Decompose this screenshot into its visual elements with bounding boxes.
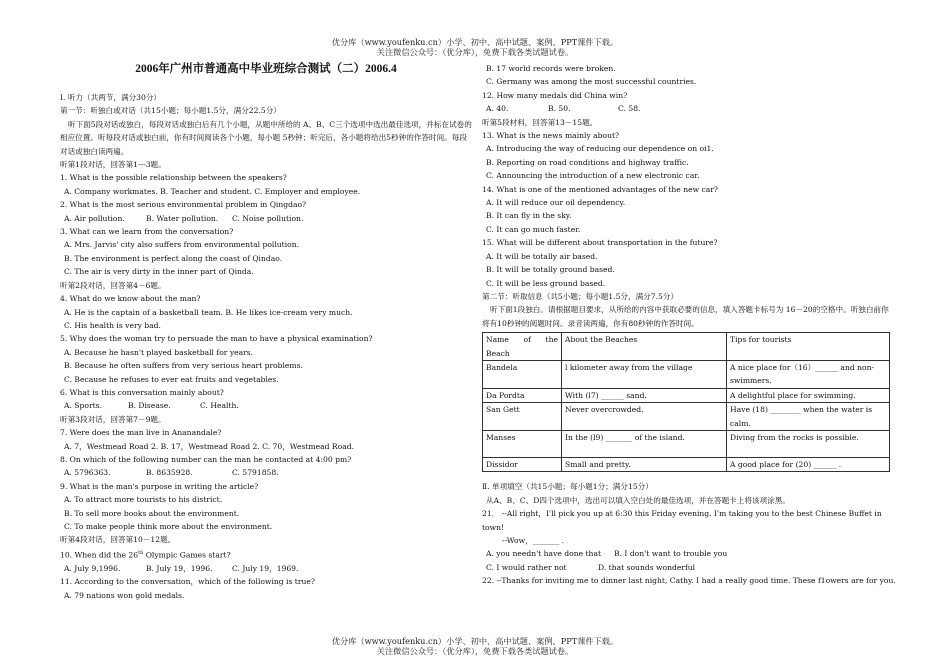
option-b: B. July 19，1996.	[146, 563, 213, 573]
question-14: 14. What is one of the mentioned advantages of the new car?	[482, 184, 718, 194]
section-1-heading: I. 听力（共两节，满分30分）	[60, 93, 162, 102]
question-4-option-c: C. His health is very bad.	[64, 320, 161, 330]
question-15-option-a: A. It will be totally air based.	[486, 251, 598, 261]
table-header-cell: Tips for tourists	[727, 333, 890, 361]
table-row	[483, 360, 890, 388]
part-2-heading: 第二节：听取信息（共5小题；每小题1.5分，满分7.5分）	[482, 291, 679, 301]
table-row	[483, 403, 890, 431]
table-cell: With (l7) ______ sand.	[562, 388, 727, 402]
question-2: 2. What is the most serious environmental problem in Qingdao?	[60, 200, 307, 210]
question-22: 22. --Thanks for inviting me to dinner last night, Cathy. I had a really good time. These f1owers are for you.	[482, 576, 896, 586]
table-cell: Diving from the rocks is possible.	[727, 430, 890, 457]
option-c: C. Noise pollution.	[232, 213, 304, 223]
section-2-instructions: 从A、B、C、D四个选项中，选出可以填入空白处的最佳选项，并在答题卡上将该项涂黑。	[486, 495, 790, 505]
question-14-option-b: B. It can fly in the sky.	[486, 211, 572, 221]
part-1-instructions: 听下面5段对话或独白，每段对话或独白后有几个小题，从题中所给的 A、B、C三个选项中选出最佳选项，并标在试卷的相应位置。听每段对话或独白前，你有时间阅读各个小题，每小题 5秒钟；听完后，各小题将给出5秒钟的作答时间。每段对话或独白读两遍。	[60, 119, 472, 156]
table-cell: Small and pretty.	[562, 457, 727, 471]
question-13-option-b: B. Reporting on road conditions and highway traffic.	[486, 157, 689, 167]
table-cell: In the (l9) _______ of the island.	[562, 430, 727, 457]
question-3: 3. What can we learn from the conversation?	[60, 227, 234, 237]
question-21: 21． --All right，I'll pick you up at 6:30 this Friday evening. I'm taking you to the best Chinese Buffet in town!	[482, 509, 882, 532]
option-a: A. 5796363.	[64, 468, 111, 478]
option-a: A. 40.	[486, 104, 509, 114]
question-10-options	[60, 562, 472, 575]
question-3-option-b: B. The environment is perfect along the coast of Qindao.	[64, 253, 283, 263]
question-5-option-a: A. Because he hasn't played basketball for years.	[64, 347, 254, 357]
table-cell: Manses	[483, 430, 562, 457]
question-3-option-c: C. The air is very dirty in the inner part of Qinda.	[64, 267, 254, 277]
part-2-instructions: 听下面1段独白。请根据题目要求，从所给的内容中获取必要的信息，填入答题卡标号为 16－20的空格中。听独白前你将有10秒钟的阅题时间。录音读两遍，你有80秒钟的作答时间。	[482, 305, 889, 328]
question-2-options	[60, 212, 472, 225]
option-c: C. 58.	[618, 104, 641, 114]
option-a: A. July 9,1996.	[64, 563, 121, 573]
exam-title: 2006年广州市普通高中毕业班综合测试（二）2006.4	[135, 63, 397, 75]
question-9-option-c: C. To make people think more about the environment.	[64, 522, 273, 531]
question-10-post: Olympic Games start?	[143, 550, 231, 560]
section-2-heading: Ⅱ. 单项填空（共15小题；每小题1分；满分15分）	[482, 482, 653, 492]
table-cell: Never overcrowded.	[562, 403, 727, 431]
question-5: 5. Why does the woman try to persuade the man to have a physical examination?	[60, 334, 373, 344]
option-b: B. 50.	[548, 104, 571, 114]
option-a: A. Air pollution.	[64, 213, 125, 223]
question-14-option-c: C. It can go much faster.	[486, 224, 581, 234]
question-9: 9. What is the man's purpose in writing the article?	[60, 481, 259, 491]
question-1-options: A. Company workmates. B. Teacher and student. C. Employer and employee.	[64, 186, 361, 196]
table-header-cell: Name of the Beach	[483, 333, 562, 361]
question-13: 13. What is the news mainly about?	[482, 131, 620, 141]
question-11-option-c: C. Germany was among the most successful countries.	[486, 77, 697, 87]
table-cell: Dissidor	[483, 457, 562, 471]
beach-info-table	[482, 332, 890, 472]
question-14-option-a: A. It will reduce our oil dependency.	[486, 198, 626, 208]
question-13-option-a: A. Introducing the way of reducing our dependence on oi1.	[486, 144, 714, 154]
header-line-1: 优分库（www.youfenku.cn）小学、初中、高中试题、案例、PPT课件下载。	[331, 37, 619, 47]
table-cell: Bandela	[483, 360, 562, 388]
segment-4-note: 听第4段对话，回答第10－12题。	[60, 535, 176, 545]
question-21-options-cd	[482, 561, 892, 574]
table-cell: Have (18) ________ when the water is calm.	[727, 403, 890, 431]
page-footer	[0, 636, 950, 656]
option-c: C. Health.	[200, 401, 239, 411]
question-13-option-c: C. Announcing the introduction of a new electronic car.	[486, 171, 700, 181]
question-10-sup: th	[138, 549, 144, 556]
segment-2-note: 听第2段对话，回答第4－6题。	[60, 280, 166, 290]
table-header-row	[483, 333, 890, 361]
option-b: B. Water pollution.	[146, 213, 219, 223]
question-10-pre: 10. When did the 26	[60, 550, 139, 560]
question-4: 4. What do we know about the man?	[60, 294, 201, 304]
question-9-option-b: B. To sell more books about the environment.	[64, 508, 240, 518]
table-cell: A good place for (20) ______ .	[727, 457, 890, 471]
option-c: C. July 19，1969.	[232, 563, 299, 573]
header-line-2: 关注微信公众号：（优分库），免费下载各类试题试卷。	[376, 47, 574, 57]
question-6: 6. What is this conversation mainly about?	[60, 387, 224, 397]
question-8: 8. On which of the following number can the man he contacted at 4:00 pm?	[60, 454, 352, 464]
table-cell: A delightful place for swimming.	[727, 388, 890, 402]
footer-line-1: 优分库（www.youfenku.cn）小学、初中、高中试题、案例、PPT课件下载。	[331, 636, 619, 646]
table-header-cell: About the Beaches	[562, 333, 727, 361]
question-9-option-a: A. To attract more tourists to his district.	[64, 495, 223, 505]
segment-1-note: 听第1段对话，回答第1---3题。	[60, 160, 166, 170]
question-3-option-a: A. Mrs. Jarvis' city also suffers from environmental pollution.	[64, 240, 300, 250]
option-c: C. I would rather not	[486, 562, 567, 572]
footer-line-2: 关注微信公众号：（优分库），免费下载各类试题试卷。	[376, 646, 574, 656]
option-d: D. that sounds wonderful	[598, 562, 696, 572]
option-a: A. Sports.	[64, 401, 102, 411]
left-column	[60, 60, 472, 602]
question-15-option-c: C. It will be less ground based.	[486, 278, 606, 288]
question-7-options: A. 7，Westmead Road 2. B. 17，Westmead Road 2. C. 70，Westmead Road.	[64, 441, 354, 451]
question-12: 12. How many medals did China win?	[482, 90, 628, 100]
question-11-option-a: A. 79 nations won gold medals.	[64, 590, 185, 600]
option-b: B. I don't want to trouble you	[614, 549, 728, 559]
option-b: B. 8635928.	[146, 468, 193, 478]
table-row	[483, 430, 890, 457]
question-7: 7. Were does the man live in Ananandale?	[60, 428, 222, 438]
table-cell: Da Pordta	[483, 388, 562, 402]
question-11: 11. According to the conversation，which of the following is true?	[60, 577, 315, 587]
table-row	[483, 388, 890, 402]
part-1-heading: 第一节：听独白或对话（共15小题；每小题1.5分，满分22.5分）	[60, 106, 281, 116]
table-row	[483, 457, 890, 471]
table-cell: A nice place for（16）______ and non-swimmers.	[727, 360, 890, 388]
right-column	[482, 62, 896, 588]
question-10	[60, 547, 472, 562]
table-cell: l kilometer away from the village	[562, 360, 727, 388]
question-5-option-c: C. Because he refuses to ever eat fruits and vegetables.	[64, 374, 279, 384]
segment-3-note: 听第3段对话，回答第7－9题。	[60, 414, 166, 424]
option-a: A. you needn't have done that	[486, 549, 602, 559]
question-15: 15. What will be different about transportation in the future?	[482, 238, 718, 248]
page-header	[0, 37, 950, 57]
option-c: C. 5791858.	[232, 468, 279, 478]
question-12-options	[482, 102, 892, 115]
question-4-options-ab: A. He is the captain of a basketball team. B. He likes ice-cream very much.	[64, 307, 353, 317]
question-1: 1. What is the possible relationship between the speakers?	[60, 173, 287, 183]
question-5-option-b: B. Because he often suffers from very serious heart problems.	[64, 361, 303, 371]
question-11-option-b: B. 17 world records were broken.	[486, 64, 616, 73]
question-21-reply: --Wow，_______ .	[502, 536, 565, 545]
question-6-options	[60, 399, 472, 412]
table-cell: San Gett	[483, 403, 562, 431]
question-8-options	[60, 466, 472, 479]
segment-5-note: 听第5段材料，回答第13－15题。	[482, 117, 598, 127]
question-21-options-ab	[482, 547, 892, 560]
option-b: B. Disease.	[128, 401, 171, 411]
question-15-option-b: B. It will be totally ground based.	[486, 265, 615, 275]
